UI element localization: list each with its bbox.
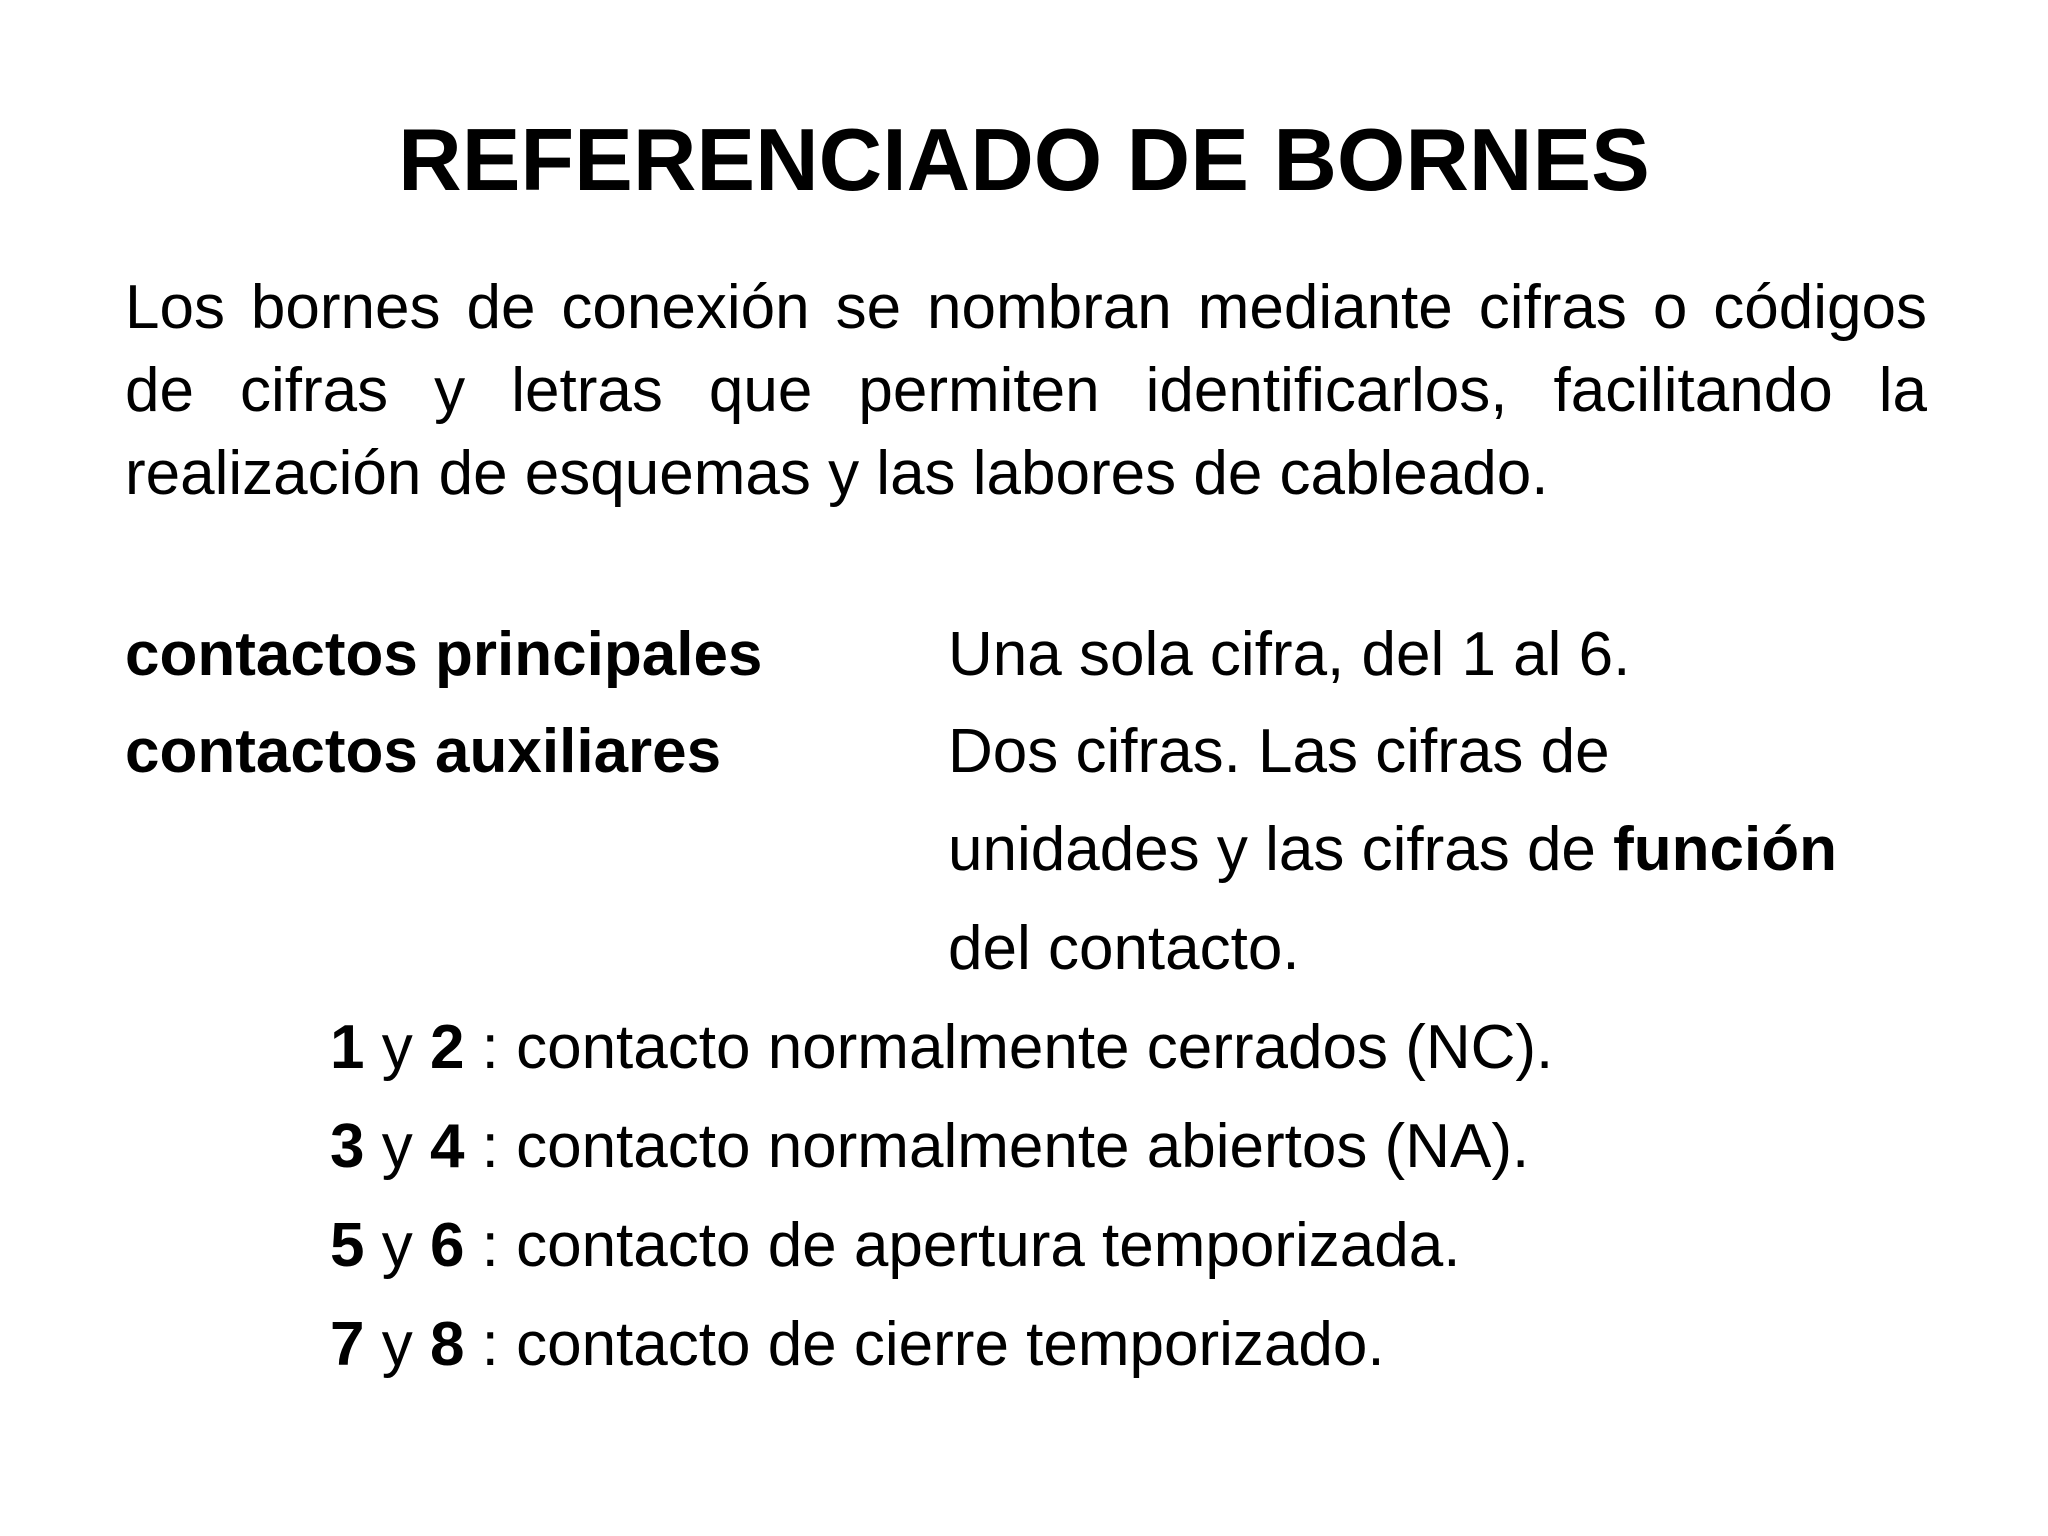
code-item xyxy=(330,1310,1385,1380)
slide-title: REFERENCIADO DE BORNES xyxy=(398,110,1650,209)
auxiliary-desc-line2-text: unidades y las cifras de xyxy=(948,815,1614,884)
code-second-digit: 6 xyxy=(429,1211,465,1280)
code-item xyxy=(330,1013,1553,1083)
code-joiner: y xyxy=(364,1310,430,1379)
code-description: : contacto normalmente cerrados (NC). xyxy=(464,1013,1554,1082)
code-second-digit: 2 xyxy=(429,1013,465,1082)
code-first-digit: 5 xyxy=(330,1211,365,1280)
code-second-digit: 4 xyxy=(429,1112,465,1181)
code-joiner: y xyxy=(364,1211,430,1280)
principal-contacts-desc: Una sola cifra, del 1 al 6. xyxy=(948,620,1631,689)
code-joiner: y xyxy=(364,1013,430,1082)
code-description: : contacto normalmente abiertos (NA). xyxy=(464,1112,1530,1181)
code-item xyxy=(330,1211,1460,1281)
code-first-digit: 7 xyxy=(330,1310,365,1379)
code-first-digit: 1 xyxy=(330,1013,365,1082)
auxiliary-desc-function-word: función xyxy=(1613,815,1837,884)
auxiliary-contacts-desc-line2 xyxy=(948,815,1837,885)
auxiliary-contacts-desc-line3: del contacto. xyxy=(948,914,1300,983)
auxiliary-contacts-desc-line1: Dos cifras. Las cifras de xyxy=(948,717,1610,786)
code-first-digit: 3 xyxy=(330,1112,365,1181)
code-description: : contacto de apertura temporizada. xyxy=(464,1211,1461,1280)
code-joiner: y xyxy=(364,1112,430,1181)
code-second-digit: 8 xyxy=(429,1310,465,1379)
code-item xyxy=(330,1112,1529,1182)
intro-paragraph: Los bornes de conexión se nombran mediante cifras o códigos de cifras y letras que permiten identificarlos, facilitando la realización de esquemas y las labores de cableado. xyxy=(125,273,1927,508)
principal-contacts-label: contactos principales xyxy=(125,620,763,689)
code-description: : contacto de cierre temporizado. xyxy=(464,1310,1385,1379)
auxiliary-contacts-label: contactos auxiliares xyxy=(125,717,722,786)
